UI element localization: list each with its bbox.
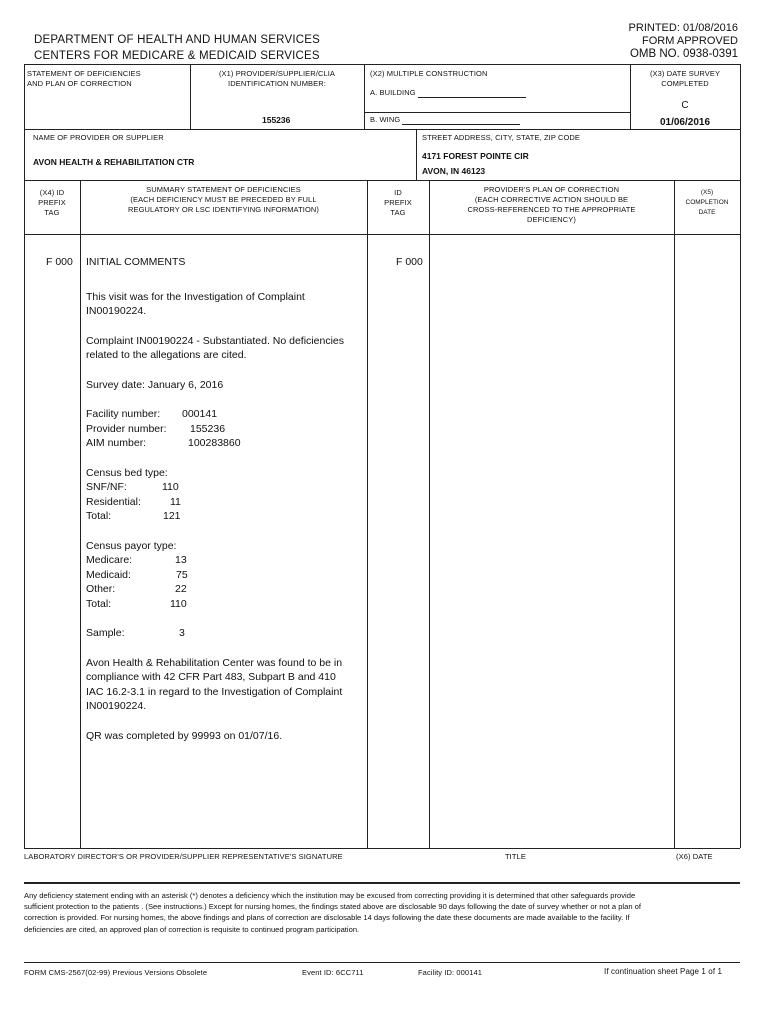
rule-columns-bottom — [24, 234, 740, 235]
address-label: STREET ADDRESS, CITY, STATE, ZIP CODE — [422, 133, 581, 142]
provider-name: AVON HEALTH & REHABILITATION CTR — [33, 157, 195, 167]
x2-label: (X2) MULTIPLE CONSTRUCTION — [370, 69, 488, 78]
x3-code: C — [681, 100, 689, 111]
rule-footer-top — [24, 962, 740, 963]
rule-columns-top — [24, 180, 740, 181]
para-visit: This visit was for the Investigation of Complaint IN00190224. — [86, 290, 305, 317]
x3-date: 01/06/2016 — [659, 117, 711, 128]
id-header: ID PREFIX TAG — [384, 188, 412, 217]
rule-col-prefix — [80, 180, 81, 848]
city-state-zip: AVON, IN 46123 — [422, 166, 486, 176]
summary-header: SUMMARY STATEMENT OF DEFICIENCIES (EACH DEFICIENCY MUST BE PRECEDED BY FULL REGULATORY OR LSC IDENTIFYING INFORMATION) — [127, 185, 320, 214]
building-blank — [418, 97, 526, 98]
facility-id: Facility ID: 000141 — [418, 968, 483, 977]
omb-number: OMB NO. 0938-0391 — [629, 48, 738, 60]
title-label: TITLE — [505, 852, 526, 861]
rule-address-left — [416, 129, 417, 180]
x1-label: (X1) PROVIDER/SUPPLIER/CLIA IDENTIFICATION NUMBER: — [218, 69, 336, 88]
rule-col-plan — [674, 180, 675, 848]
x4-header: (X4) ID PREFIX TAG — [38, 188, 66, 217]
dept-line-1: DEPARTMENT OF HEALTH AND HUMAN SERVICES — [34, 34, 320, 46]
facility-info: Facility number: 000141 Provider number: 155236 AIM number: 100283860 — [86, 408, 241, 449]
census-payor: Census payor type: Medicare: 13 Medicaid: 75 Other: 22 Total: 110 — [86, 539, 188, 610]
agency-header — [34, 32, 320, 64]
x2-building: A. BUILDING — [370, 88, 526, 98]
summary-content — [86, 255, 354, 743]
survey-date: Survey date: January 6, 2016 — [86, 378, 224, 391]
x1-id-number: 155236 — [262, 115, 291, 125]
sample-count: Sample: 3 — [86, 627, 185, 639]
rule-body-bottom — [24, 848, 740, 849]
prefix-tag-right: F 000 — [396, 256, 423, 268]
page-indicator: If continuation sheet Page 1 of 1 — [604, 967, 723, 976]
disclosure-footnote: Any deficiency statement ending with an asterisk (*) denotes a deficiency which the institution may be excused from correcting providing it is determined that other safeguards provide sufficient protection to the patients . (See instructions.) Except for nursing homes, the findings stated above are disclosable 90 days following the date of survey whether or not a plan of correction is provided. For nursing homes, the above findings and plans of correction are disclosable 14 days following the date these documents are made available to the facility. If deficiencies are cited, an approved plan of correction is requisite to continued program participation. — [24, 891, 641, 934]
signature-label: LABORATORY DIRECTOR'S OR PROVIDER/SUPPLIER REPRESENTATIVE'S SIGNATURE — [24, 852, 343, 861]
prefix-tag-left: F 000 — [46, 256, 73, 268]
rule-left-edge — [24, 64, 25, 848]
x2-wing: B. WING — [370, 115, 520, 125]
rule-right-edge — [740, 64, 741, 848]
rule-col-id — [429, 180, 430, 848]
street-address: 4171 FOREST POINTE CIR — [422, 151, 529, 161]
event-id: Event ID: 6CC711 — [302, 968, 364, 977]
printed-date: PRINTED: 01/08/2016 — [628, 22, 738, 34]
x5-header: (X5) COMPLETION DATE — [685, 189, 729, 216]
section-heading: INITIAL COMMENTS — [86, 256, 186, 268]
provider-name-label: NAME OF PROVIDER OR SUPPLIER — [33, 133, 164, 142]
rule-signature-bottom — [24, 882, 740, 884]
form-approved: FORM APPROVED — [642, 35, 738, 47]
wing-blank — [402, 124, 520, 125]
rule-x2-wing — [364, 112, 630, 113]
census-bed: Census bed type: SNF/NF: 110 Residential: 11 Total: 121 — [86, 466, 181, 522]
rule-col-summary — [367, 180, 368, 848]
form-meta — [629, 22, 738, 61]
rule-top — [24, 64, 740, 65]
statement-label: STATEMENT OF DEFICIENCIES AND PLAN OF CORRECTION — [27, 69, 141, 88]
qr-completed: QR was completed by 99993 on 01/07/16. — [86, 729, 283, 742]
x3-label: (X3) DATE SURVEY COMPLETED — [649, 69, 721, 88]
rule-x2-left — [364, 64, 365, 129]
plan-header: PROVIDER'S PLAN OF CORRECTION (EACH CORRECTIVE ACTION SHOULD BE CROSS-REFERENCED TO THE APPROPRIATE DEFICIENCY) — [467, 185, 636, 224]
form-number: FORM CMS-2567(02-99) Previous Versions Obsolete — [24, 968, 208, 977]
dept-line-2: CENTERS FOR MEDICARE & MEDICAID SERVICES — [34, 50, 320, 62]
x6-date-label: (X6) DATE — [676, 852, 713, 861]
rule-provider-top — [24, 129, 740, 130]
para-complaint: Complaint IN00190224 - Substantiated. No deficiencies related to the allegations are cited. — [86, 334, 344, 361]
para-compliance: Avon Health & Rehabilitation Center was found to be in compliance with 42 CFR Part 483, Subpart B and 410 IAC 16.2-3.1 in regard to the Investigation of Complaint IN00190224. — [86, 656, 343, 712]
